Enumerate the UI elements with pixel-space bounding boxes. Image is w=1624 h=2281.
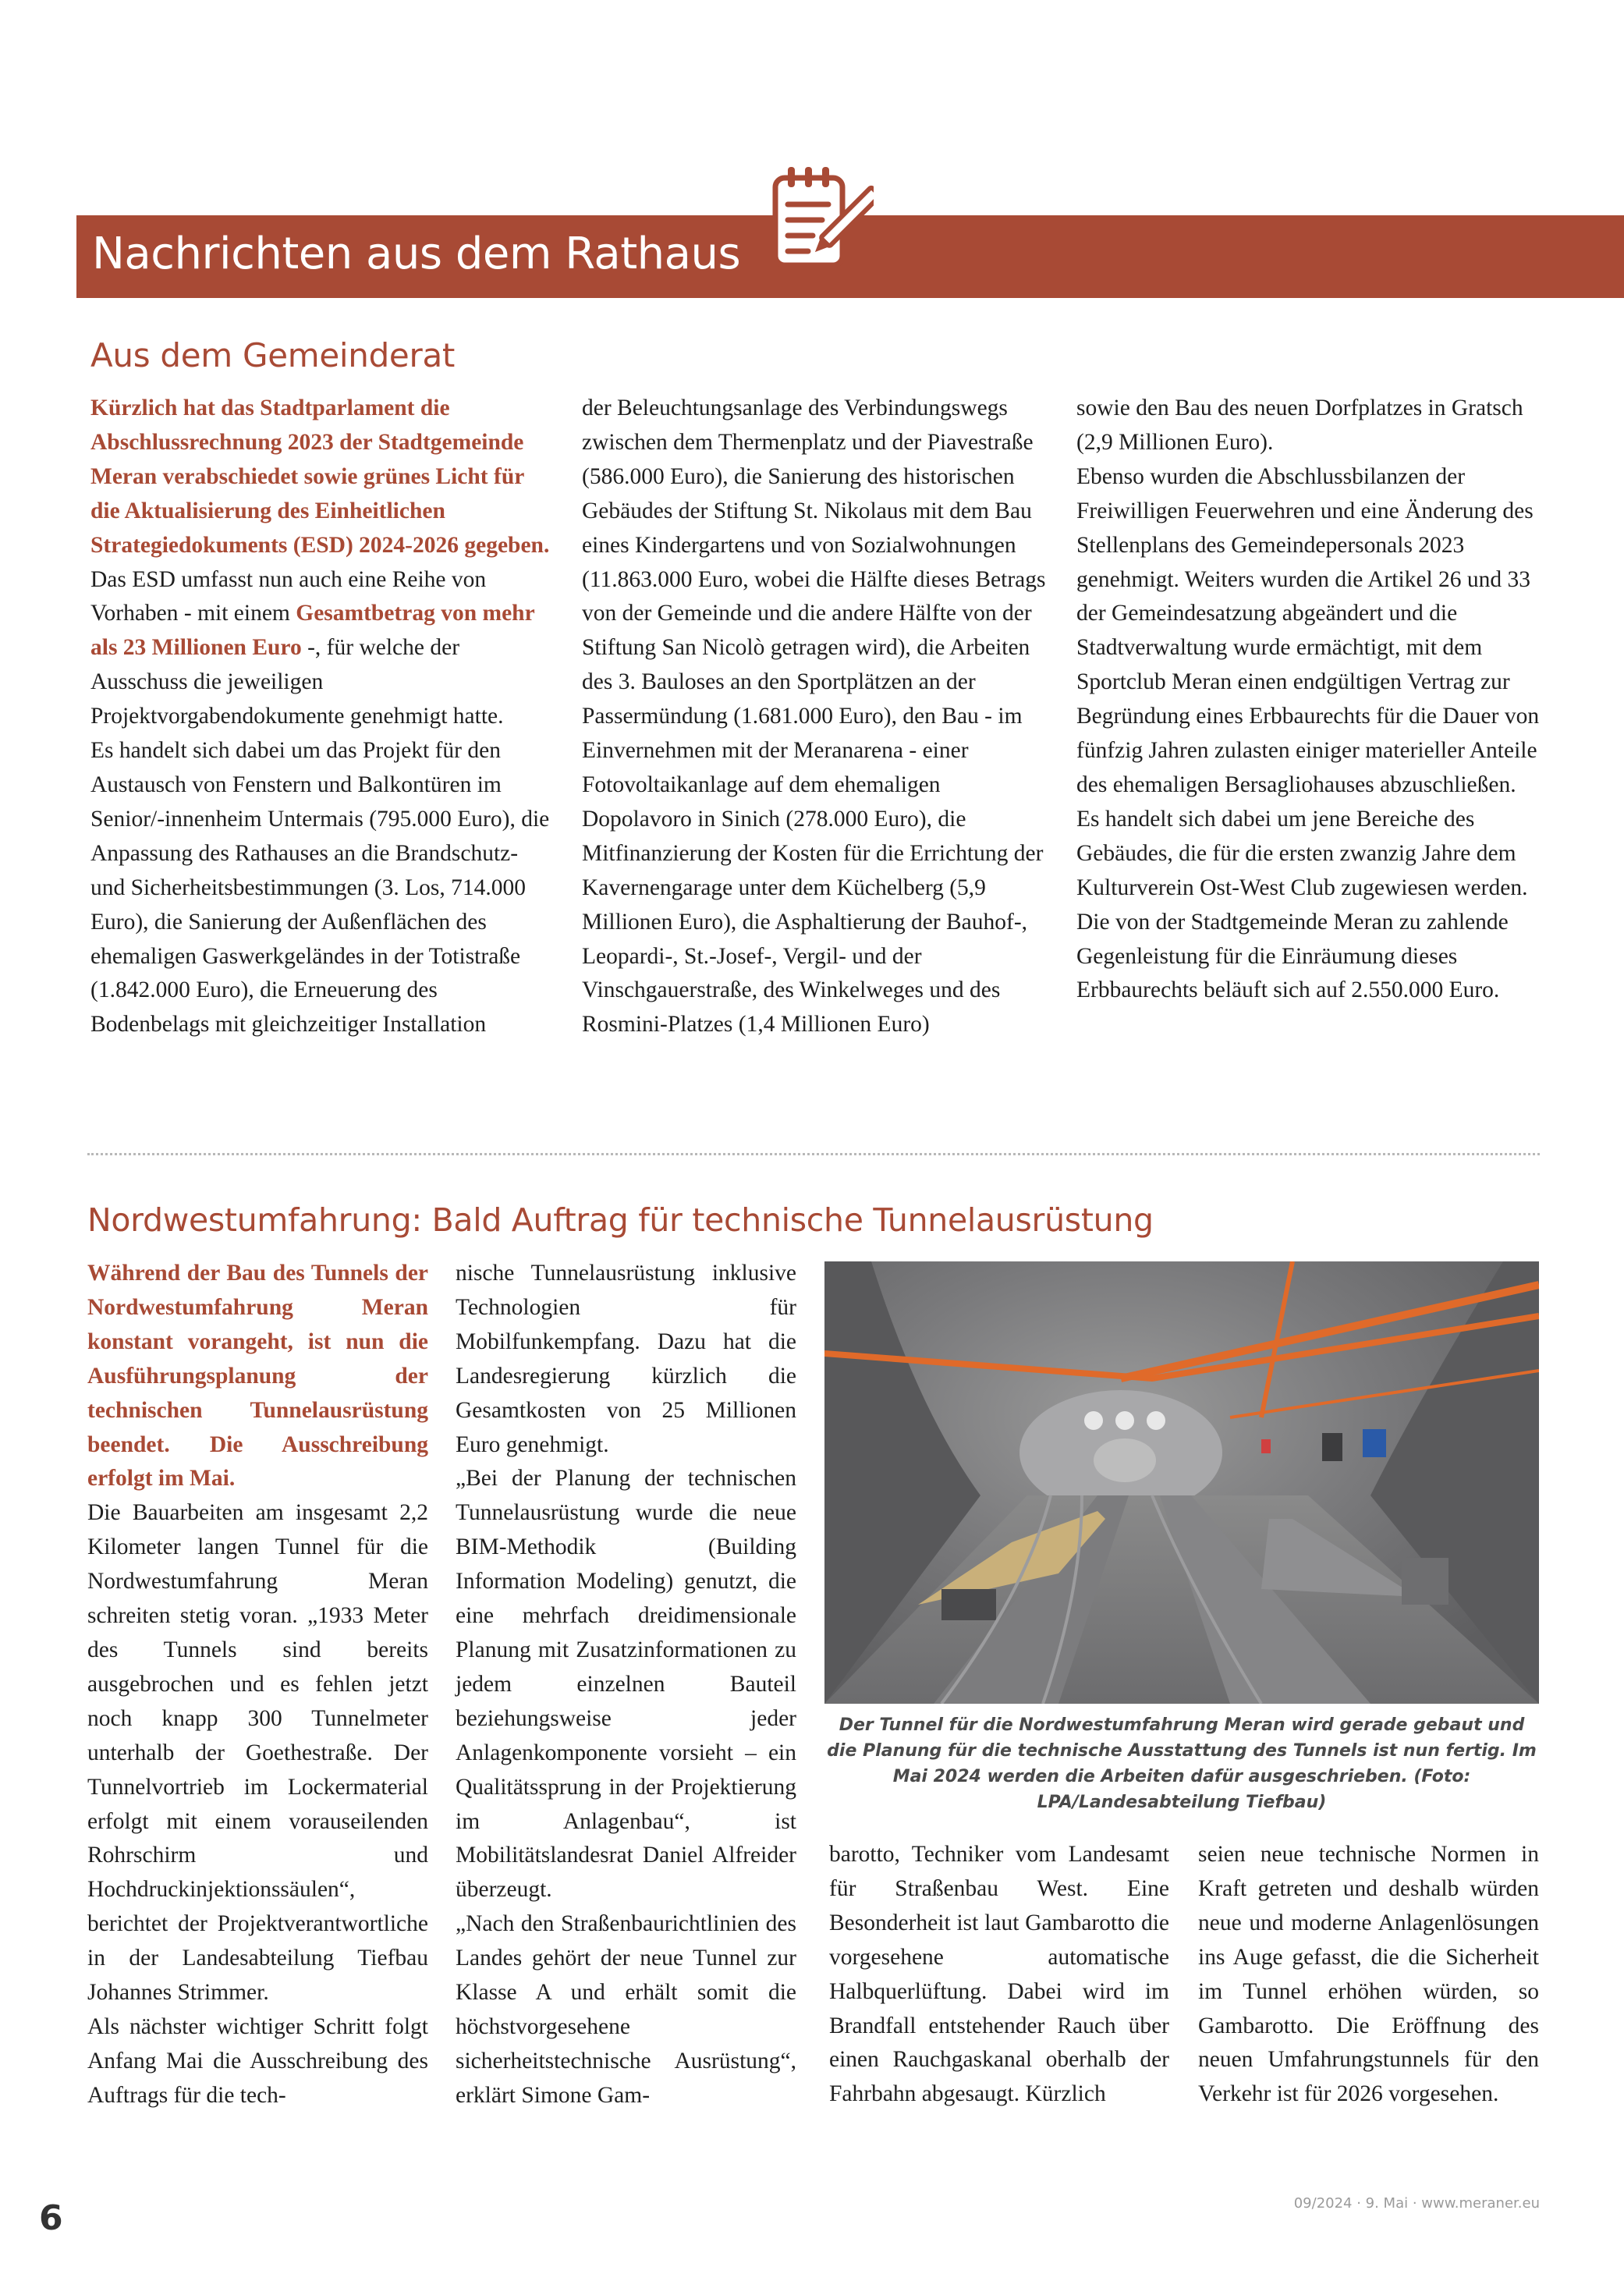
article1-paragraph: Es handelt sich dabei um das Projekt für den Austausch von Fenstern und Balkontüren im Senior/-innenheim Untermais (795.000 Euro), die Anpassung des Rathauses an die Brandschutz- und Sicherheitsbestimmungen (3. Los, 714.000 Euro), die Sanierung der Außenflächen des ehemaligen Gaswerkgeländes in der Totistraße (1.842.000 Euro), die Erneuerung des Bodenbelags mit gleichzeitiger Installation bbox=[90, 738, 550, 1038]
page-number: 6 bbox=[39, 2198, 63, 2238]
article2-paragraph: nische Tunnelausrüstung inklusive Technologien für Mobilfunkempfang. Dazu hat die Landesregierung kürzlich die Gesamtkosten von 25 Millionen Euro genehmigt. bbox=[456, 1261, 796, 1457]
notepad-pen-icon bbox=[764, 161, 874, 278]
section-divider bbox=[87, 1153, 1540, 1155]
article2-paragraph: seien neue technische Normen in Kraft getreten und deshalb würden neue und moderne Anlagenlösungen ins Auge gefasst, die die Sicherheit im Tunnel erhöhen würden, so Gambarotto. Die Eröffnung des neuen Umfahrungstunnels für den Verkehr ist für 2026 vorgesehen. bbox=[1198, 1842, 1539, 2107]
article1-column-1 bbox=[90, 392, 552, 1042]
article1-paragraph: Das ESD umfasst nun auch eine Reihe von Vorhaben - mit einem Gesamtbetrag von mehr als 23 Millionen Euro -, für welche der Ausschuss die jeweiligen Projektvorgabendokumente genehmigt hatte. bbox=[90, 566, 535, 729]
article-heading-gemeinderat: Aus dem Gemeinderat bbox=[90, 336, 456, 374]
article2-column-3 bbox=[829, 1838, 1169, 2112]
article1-paragraph: Ebenso wurden die Abschlussbilanzen der Freiwilligen Feuerwehren und eine Änderung des Stellenplans des Gemeindepersonals 2023 genehmigt. Weiters wurden die Artikel 26 und 33 der Gemeindesatzung abgeändert und die Stadtverwaltung wurde ermächtigt, mit dem Sportclub Meran einen endgültigen Vertrag zur Begründung eines Erbbaurechts für die Dauer von fünfzig Jahren zulasten einiger materieller Anteile des ehemaligen Bersagliohauses abzuschließen. Es handelt sich dabei um jene Bereiche des Gebäudes, die für die ersten zwanzig Jahre dem Kulturverein Ost-West Club zugewiesen werden. Die von der Stadtgemeinde Meran zu zahlende Gegenleistung für die Einräumung dieses Erbbaurechts beläuft sich auf 2.550.000 Euro. bbox=[1076, 463, 1540, 1003]
tunnel-photo bbox=[824, 1261, 1539, 1704]
article2-paragraph: Die Bauarbeiten am insgesamt 2,2 Kilometer langen Tunnel für die Nordwestumfahrung Meran schreiten stetig voran. „1933 Meter des Tunnels sind bereits ausgebrochen und es fehlen jetzt noch knapp 300 Tunnelmeter unterhalb der Goethestraße. Der Tunnelvortrieb im Lockermaterial erfolgt mit einem vorauseilenden Rohrschirm und Hochdruckinjektionssäulen“, berichtet der Projektverantwortliche in der Landesabteilung Tiefbau Johannes Strimmer. bbox=[87, 1500, 428, 2006]
banner-title: Nachrichten aus dem Rathaus bbox=[92, 229, 741, 279]
article2-paragraph: Als nächster wichtiger Schritt folgt Anfang Mai die Ausschreibung des Auftrags für die tech- bbox=[87, 2013, 428, 2108]
article2-paragraph: barotto, Techniker vom Landesamt für Straßenbau West. Eine Besonderheit ist laut Gambarotto die vorgesehene automatische Halbquerlüftung. Dabei wird im Brandfall entstehender Rauch über einen Rauchgaskanal oberhalb der Fahrbahn abgesaugt. Kürzlich bbox=[829, 1842, 1169, 2107]
article1-lead: Kürzlich hat das Stadtparlament die Abschlussrechnung 2023 der Stadtgemeinde Meran verabschiedet sowie grünes Licht für die Aktualisierung des Einheitlichen Strategiedokuments (ESD) 2024-2026 gegeben. bbox=[90, 396, 550, 558]
article1-column-2 bbox=[582, 392, 1050, 1042]
article2-column-4 bbox=[1198, 1838, 1539, 2112]
article1-column-3 bbox=[1076, 392, 1541, 1008]
photo-caption: Der Tunnel für die Nordwestumfahrung Meran wird gerade gebaut und die Planung für die technische Ausstattung des Tunnels ist nun fertig. Im Mai 2024 werden die Arbeiten dafür ausgeschrieben. (Foto: LPA/Landesabteilung Tiefbau) bbox=[827, 1715, 1537, 1812]
article2-paragraph: „Bei der Planung der technischen Tunnelausrüstung wurde die neue BIM-Methodik (Building Information Modeling) genutzt, die eine mehrfach dreidimensionale Planung mit Zusatzinformationen zu jedem einzelnen Bauteil beziehungsweise jeder Anlagenkomponente vorsieht – ein Qualitätssprung in der Projektierung im Anlagenbau“, ist Mobilitätslandesrat Daniel Alfreider überzeugt. bbox=[456, 1466, 796, 1903]
article2-column-1 bbox=[87, 1257, 428, 2113]
article2-lead: Während der Bau des Tunnels der Nordwestumfahrung Meran konstant vorangeht, ist nun die Ausführungsplanung der technischen Tunnelausrüstung beendet. Die Ausschreibung erfolgt im Mai. bbox=[87, 1261, 428, 1492]
article2-column-2 bbox=[456, 1257, 796, 2113]
article1-paragraph: der Beleuchtungsanlage des Verbindungswegs zwischen dem Thermenplatz und der Piavestraße (586.000 Euro), die Sanierung des historischen Gebäudes der Stiftung St. Nikolaus mit dem Bau eines Kindergartens und von Sozialwohnungen (11.863.000 Euro, wobei die Hälfte dieses Betrags von der Gemeinde und die andere Hälfte von der Stiftung San Nicolò getragen wird), die Arbeiten des 3. Bauloses an den Sportplätzen an der Passermündung (1.681.000 Euro), den Bau - im Einvernehmen mit der Meranarena - einer Fotovoltaikanlage auf dem ehemaligen Dopolavoro in Sinich (278.000 Euro), die Mitfinanzierung der Kosten für die Errichtung der Kavernengarage unter dem Küchelberg (5,9 Millionen Euro), die Asphaltierung der Bauhof-, Leopardi-, St.-Josef-, Vergil- und der Vinschgauerstraße, des Winkelweges und des Rosmini-Platzes (1,4 Millionen Euro) bbox=[582, 396, 1046, 1038]
article1-paragraph: sowie den Bau des neuen Dorfplatzes in Gratsch (2,9 Millionen Euro). bbox=[1076, 396, 1523, 455]
highlight-amount: Gesamtbetrag von mehr als 23 Millionen Euro bbox=[90, 601, 535, 661]
footer-issue-info: 09/2024 · 9. Mai · www.meraner.eu bbox=[1293, 2195, 1540, 2212]
tunnel-illustration bbox=[824, 1261, 1539, 1704]
article-heading-nordwestumfahrung: Nordwestumfahrung: Bald Auftrag für technische Tunnelausrüstung bbox=[87, 1201, 1154, 1239]
article2-paragraph: „Nach den Straßenbaurichtlinien des Landes gehört der neue Tunnel zur Klasse A und erhält somit die höchstvorgesehene sicherheitstechnische Ausrüstung“, erklärt Simone Gam- bbox=[456, 1911, 796, 2108]
